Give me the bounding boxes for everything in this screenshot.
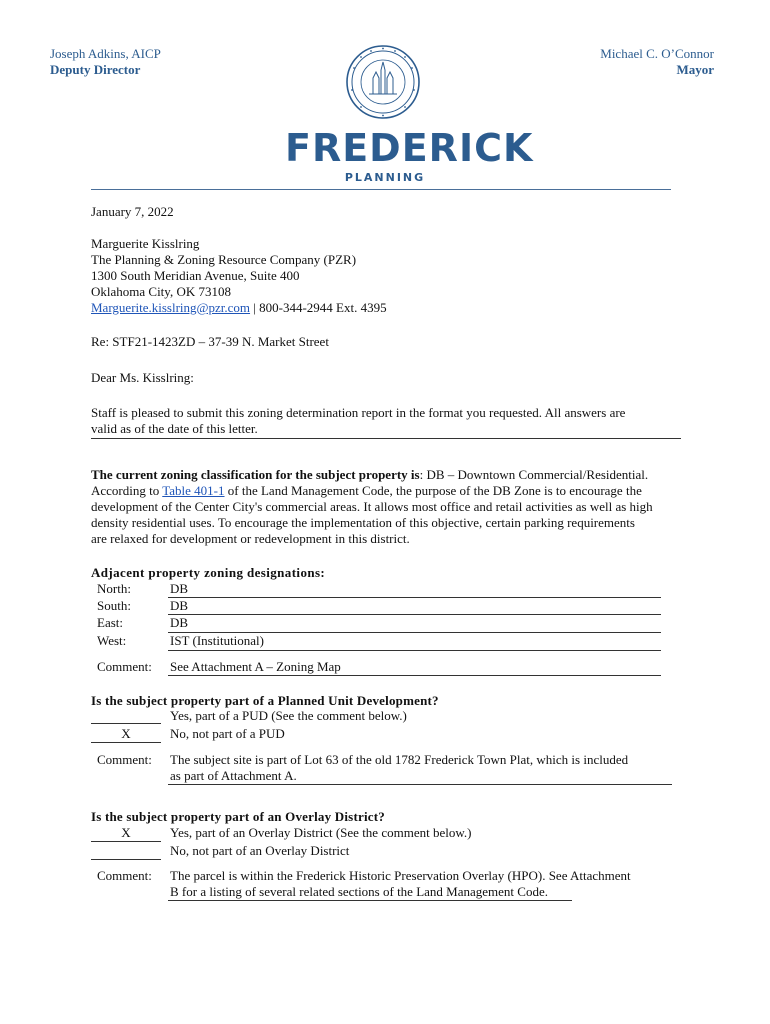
adjacent-east-value: DB [170, 615, 189, 630]
deputy-director-title: Deputy Director [50, 62, 141, 77]
pud-no-blank [91, 742, 161, 743]
overlay-heading: Is the subject property part of an Overlay District? [91, 809, 385, 824]
pud-comment-underline [168, 784, 672, 785]
intro-line-1: Staff is pleased to submit this zoning determination report in the format you requested. All answers are [91, 405, 626, 420]
overlay-yes-label: Yes, part of an Overlay District (See the comment below.) [170, 825, 472, 840]
pud-no-mark[interactable]: X [121, 726, 131, 741]
pud-yes-label: Yes, part of a PUD (See the comment below.) [170, 708, 407, 723]
zoning-line-3: development of the Center City's commercial areas. It allows most office and retail activities as well as high [91, 499, 653, 514]
recipient-contact [91, 300, 387, 316]
letter-date: January 7, 2022 [91, 204, 174, 219]
pud-comment-line-2: as part of Attachment A. [170, 768, 297, 783]
city-seal-icon [345, 44, 421, 120]
zoning-line-2 [91, 483, 642, 499]
adjacent-heading: Adjacent property zoning designations: [91, 565, 326, 580]
adjacent-comment-underline [168, 675, 661, 676]
adjacent-comment: See Attachment A – Zoning Map [170, 659, 341, 674]
salutation: Dear Ms. Kisslring: [91, 370, 194, 385]
re-line: Re: STF21-1423ZD – 37-39 N. Market Street [91, 334, 329, 349]
recipient-company: The Planning & Zoning Resource Company (PZR) [91, 252, 357, 267]
deputy-director-name: Joseph Adkins, AICP [50, 46, 161, 61]
pud-heading: Is the subject property part of a Planned Unit Development? [91, 693, 439, 708]
zoning-line-2-post: of the Land Management Code, the purpose of the DB Zone is to encourage the [224, 483, 642, 498]
recipient-phone: | 800-344-2944 Ext. 4395 [250, 300, 387, 315]
adjacent-north-label: North: [97, 581, 131, 596]
planning-wordmark: PLANNING [344, 171, 426, 184]
adjacent-comment-label: Comment: [97, 659, 152, 674]
pud-no-label: No, not part of a PUD [170, 726, 285, 741]
pud-yes-mark[interactable] [91, 708, 161, 724]
mayor-title: Mayor [676, 62, 714, 77]
zoning-line-1 [91, 467, 648, 483]
recipient-address-2: Oklahoma City, OK 73108 [91, 284, 231, 299]
zoning-line-4: density residential uses. To encourage the implementation of this objective, certain parking requirements [91, 515, 635, 530]
adjacent-west-value: IST (Institutional) [170, 633, 265, 648]
adjacent-north-underline [168, 597, 661, 598]
adjacent-west-label: West: [97, 633, 127, 648]
table-401-1-link[interactable]: Table 401-1 [162, 483, 225, 498]
adjacent-north-value: DB [170, 581, 189, 596]
header-divider [91, 189, 671, 190]
adjacent-west-underline [168, 650, 661, 651]
frederick-wordmark: FREDERICK [285, 126, 534, 170]
recipient-address-1: 1300 South Meridian Avenue, Suite 400 [91, 268, 300, 283]
recipient-name: Marguerite Kisslring [91, 236, 200, 251]
overlay-no-blank [91, 859, 161, 860]
mayor-name: Michael C. O’Connor [600, 46, 714, 61]
adjacent-south-underline [168, 614, 661, 615]
pud-yes-blank [91, 723, 161, 724]
overlay-comment-label: Comment: [97, 868, 152, 883]
overlay-yes-mark[interactable]: X [121, 825, 131, 840]
adjacent-south-label: South: [97, 598, 131, 613]
intro-divider [91, 438, 681, 439]
zoning-line-2-pre: According to [91, 483, 163, 498]
intro-line-2: valid as of the date of this letter. [91, 421, 258, 436]
pud-comment-label: Comment: [97, 752, 152, 767]
zoning-heading: The current zoning classification for the subject property is [91, 467, 420, 482]
overlay-yes-blank [91, 841, 161, 842]
recipient-email-link[interactable]: Marguerite.kisslring@pzr.com [91, 300, 251, 315]
pud-comment-line-1: The subject site is part of Lot 63 of the old 1782 Frederick Town Plat, which is included [170, 752, 629, 767]
adjacent-south-value: DB [170, 598, 189, 613]
adjacent-east-label: East: [97, 615, 123, 630]
overlay-no-label: No, not part of an Overlay District [170, 843, 350, 858]
overlay-comment-line-1: The parcel is within the Frederick Historic Preservation Overlay (HPO). See Attachment [170, 868, 631, 883]
zoning-value: : DB – Downtown Commercial/Residential. [419, 467, 649, 482]
overlay-comment-underline [168, 900, 572, 901]
overlay-no-mark[interactable] [91, 843, 161, 859]
overlay-comment-line-2: B for a listing of several related sections of the Land Management Code. [170, 884, 548, 899]
zoning-line-5: are relaxed for development or redevelopment in this district. [91, 531, 410, 546]
